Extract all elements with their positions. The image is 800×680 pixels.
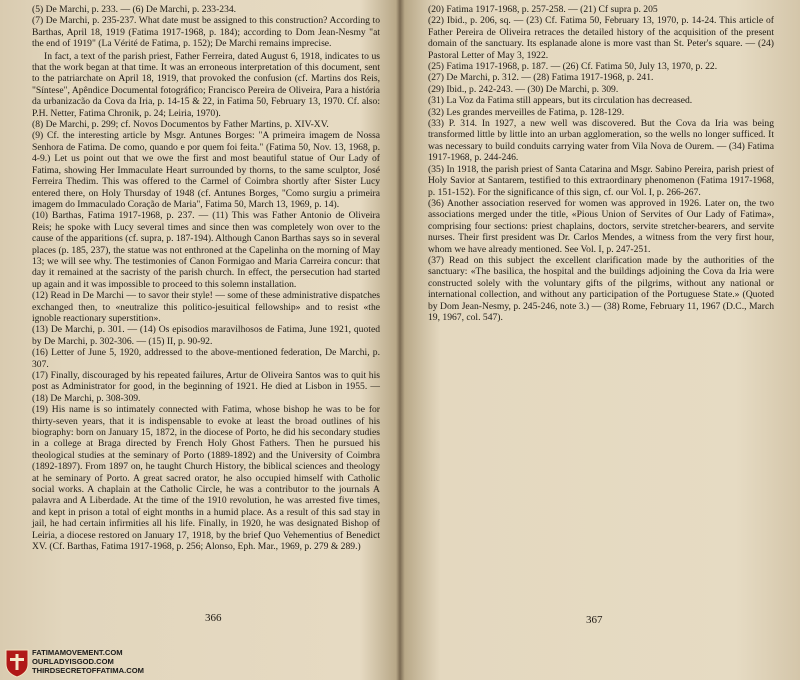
page-number-right: 367	[586, 614, 603, 626]
footnote-paragraph: (27) De Marchi, p. 312. — (28) Fatima 1917-1968, p. 241.	[428, 72, 654, 84]
page-number-left: 366	[205, 612, 222, 624]
right-page-text	[428, 4, 774, 323]
watermark-url: FATIMAMOVEMENT.COM	[32, 648, 123, 657]
footnote-paragraph: (29) Ibid., p. 242-243. — (30) De Marchi, p. 309.	[428, 83, 619, 95]
footnote-paragraph: In fact, a text of the parish priest, Father Ferreira, dated August 6, 1918, indicates to us that the work began at that time. It was an erroneous interpretation of this document, sent to the patriarchate on April 18, 1919, that provoked the confusion (cf. Martins dos Reis, "Síntese", Apêndice Documental fotográfico; Francisco Pereira de Oliveira, Para a história da urbanizacão da Cova da Iria, p. 14-15 & 22, in Fatima 50, February 13, 1970. Cf. also: P.H. Netter, Fatima Chronik, p. 24; Leiria, 1970).	[32, 50, 380, 119]
footnote-paragraph: (16) Letter of June 5, 1920, addressed to the above-mentioned federation, De Marchi, p. 307.	[32, 347, 380, 370]
footnote-paragraph: (9) Cf. the interesting article by Msgr. Antunes Borges: "A primeira imagem de Nossa Senhora de Fatima. De como, quando e por quem foi feita." (Fatima 50, Nov. 13, 1968, p. 4-9.) Let us point out that we owe the first and most beautiful statue of Our Lady of Fatima, showing Her Immaculate Heart surrounded by thorns, to the same sculptor, José Ferreira Thedim. This was offered to the Carmel of Coimbra shortly after Sister Lucy entered there, on Holy Thursday of 1948 (cf. Antunes Borges, "Como surgiu a primeira imagem do Immaculado Coração de Maria", Fatima 50, March 13, 1969, p. 14).	[32, 130, 380, 210]
footnote-paragraph: (32) Les grandes merveilles de Fatima, p. 128-129.	[428, 106, 625, 118]
footnote-paragraph: (7) De Marchi, p. 235-237. What date must be assigned to this construction? According to Barthas, April 18, 1919 (Fatima 1917-1968, p. 184); according to Dom Jean-Nesmy "at the end of 1919" (La Vérité de Fatima, p. 152); De Marchi remains imprecise.	[32, 15, 380, 50]
footnote-paragraph: (22) Ibid., p. 206, sq. — (23) Cf. Fatima 50, February 13, 1970, p. 14-24. This article of Father Pereira de Oliveira retraces the detailed history of the acquisition of the present domain of the sanctuary. Its esplanade alone is more vast than St. Peter's square. — (24) Pastoral Letter of May 3, 1922.	[428, 15, 774, 61]
footnote-paragraph: (19) His name is so intimately connected with Fatima, whose bishop he was to be for thirty-seven years, that it is indispensable to evoke at least the broad outlines of his biography: born on January 15, 1872, in the diocese of Porto, he did his secondary studies in a college at Braga directed by French Holy Ghost Fathers. Then he pursued his theological studies at the seminary of Porto (1889-1892) and the University of Coimbra (1892-1897). From 1897 on, he taught Church History, the biblical sciences and theology at he seminary of Porto. A great sacred orator, he also occupied himself with Catholic social works. A chaplain at the Catholic Circle, he was a contributor to the journals A palavra and A Liberdade. At the time of the 1910 revolution, he was arrested five times, and kept in prison a total of eight months in a humid place. As a result of this sad stay in jail, he had certain infirmities all his life. Finally, in 1920, he was designated Bishop of Leiria, a diocese restored on January 17, 1918, by the brief Quo Vehementius of Benedict XV. (Cf. Barthas, Fatima 1917-1968, p. 256; Alonso, Eph. Mar., 1969, p. 279 & 289.)	[32, 404, 380, 553]
left-page-text	[32, 4, 380, 553]
footnote-paragraph: (35) In 1918, the parish priest of Santa Catarina and Msgr. Sabino Pereira, parish priest of Holy Savior at Santarem, testified to this extraordinary phenomenon (Fatima 1917-1968, p. 151-152). For the significance of this sign, cf. our Vol. I, p. 266-267.	[428, 163, 774, 198]
footnote-paragraph: (5) De Marchi, p. 233. — (6) De Marchi, p. 233-234.	[32, 4, 237, 15]
footnote-paragraph: (36) Another association reserved for women was approved in 1926. Later on, the two associations merged under the title, «Pious Union of Servites of Our Lady of Fatima», comprising four sections: priest chaplains, doctors, servite stretcher-bearers, and servite nurses. Their first president was Dr. Carlos Mendes, a witness from the very first hour, whom we have already mentioned. See Vol. I, p. 247-251.	[428, 197, 774, 255]
watermark-url: OURLADYISGOD.COM	[32, 656, 114, 666]
footnote-paragraph: (20) Fatima 1917-1968, p. 257-258. — (21) Cf supra p. 205	[428, 4, 658, 15]
watermark-urls	[32, 649, 144, 675]
footnote-paragraph: (17) Finally, discouraged by his repeated failures, Artur de Oliveira Santos was to quit his post as Administrator for good, in the beginning of 1921. He died at Lisbon in 1955. — (18) De Marchi, p. 308-309.	[32, 370, 380, 404]
footnote-paragraph: (31) La Voz da Fatima still appears, but its circulation has decreased.	[428, 95, 693, 107]
footnote-paragraph: (37) Read on this subject the excellent clarification made by the authorities of the sanctuary: «The basilica, the hospital and the buildings adjoining the Cova da Iria were constructed solely with the voluntary gifts of the pilgrims, without any national or international collection, and without any participation of the Portuguese State.» (Quoted by Dom Jean-Nesmy, p. 245-246, note 3.) — (38) Rome, February 11, 1967 (D.C., March 19, 1967, col. 547).	[428, 254, 774, 323]
shield-icon	[4, 648, 30, 678]
watermark-url: THIRDSECRETOFFATIMA.COM	[32, 665, 144, 675]
right-page	[400, 0, 800, 680]
footnote-paragraph: (25) Fatima 1917-1968, p. 187. — (26) Cf. Fatima 50, July 13, 1970, p. 22.	[428, 61, 718, 73]
footnote-paragraph: (8) De Marchi, p. 299; cf. Novos Documentos by Father Martins, p. XIV-XV.	[32, 119, 329, 131]
footnote-paragraph: (33) P. 314. In 1927, a new well was discovered. But the Cova da Iria was being transformed little by little into an urban agglomeration, so the wells no longer sufficed. It was necessary to build conduits carrying water from Vila Nova de Ourem. — (34) Fatima 1917-1968, p. 244-246.	[428, 118, 774, 164]
footnote-paragraph: (10) Barthas, Fatima 1917-1968, p. 237. — (11) This was Father Antonio de Oliveira Reis; he spoke with Lucy several times and since then was completely won over to the cause of the apparitions (cf. supra, p. 187-194). Although Canon Barthas says so in several places (p. 185, 237), the statue was not enthroned at the Capelinha on the morning of May 13; we will see why. The testimonies of Canon Formigao and Maria Carreira concur: that day it remained at the sacristy of the parish church. In effect, the persecution had started up again and it was impossible to proceed to this solemn installation.	[32, 210, 380, 290]
footnote-paragraph: (12) Read in De Marchi — to savor their style! — some of these administrative dispatches exchanged then, to «neutralize this politico-jesuitical fellowship» and to resist «the ignoble reactionary superstition».	[32, 290, 380, 324]
footnote-paragraph: (13) De Marchi, p. 301. — (14) Os episodios maravilhosos de Fatima, June 1921, quoted by De Marchi, p. 302-306. — (15) II, p. 90-92.	[32, 324, 380, 347]
